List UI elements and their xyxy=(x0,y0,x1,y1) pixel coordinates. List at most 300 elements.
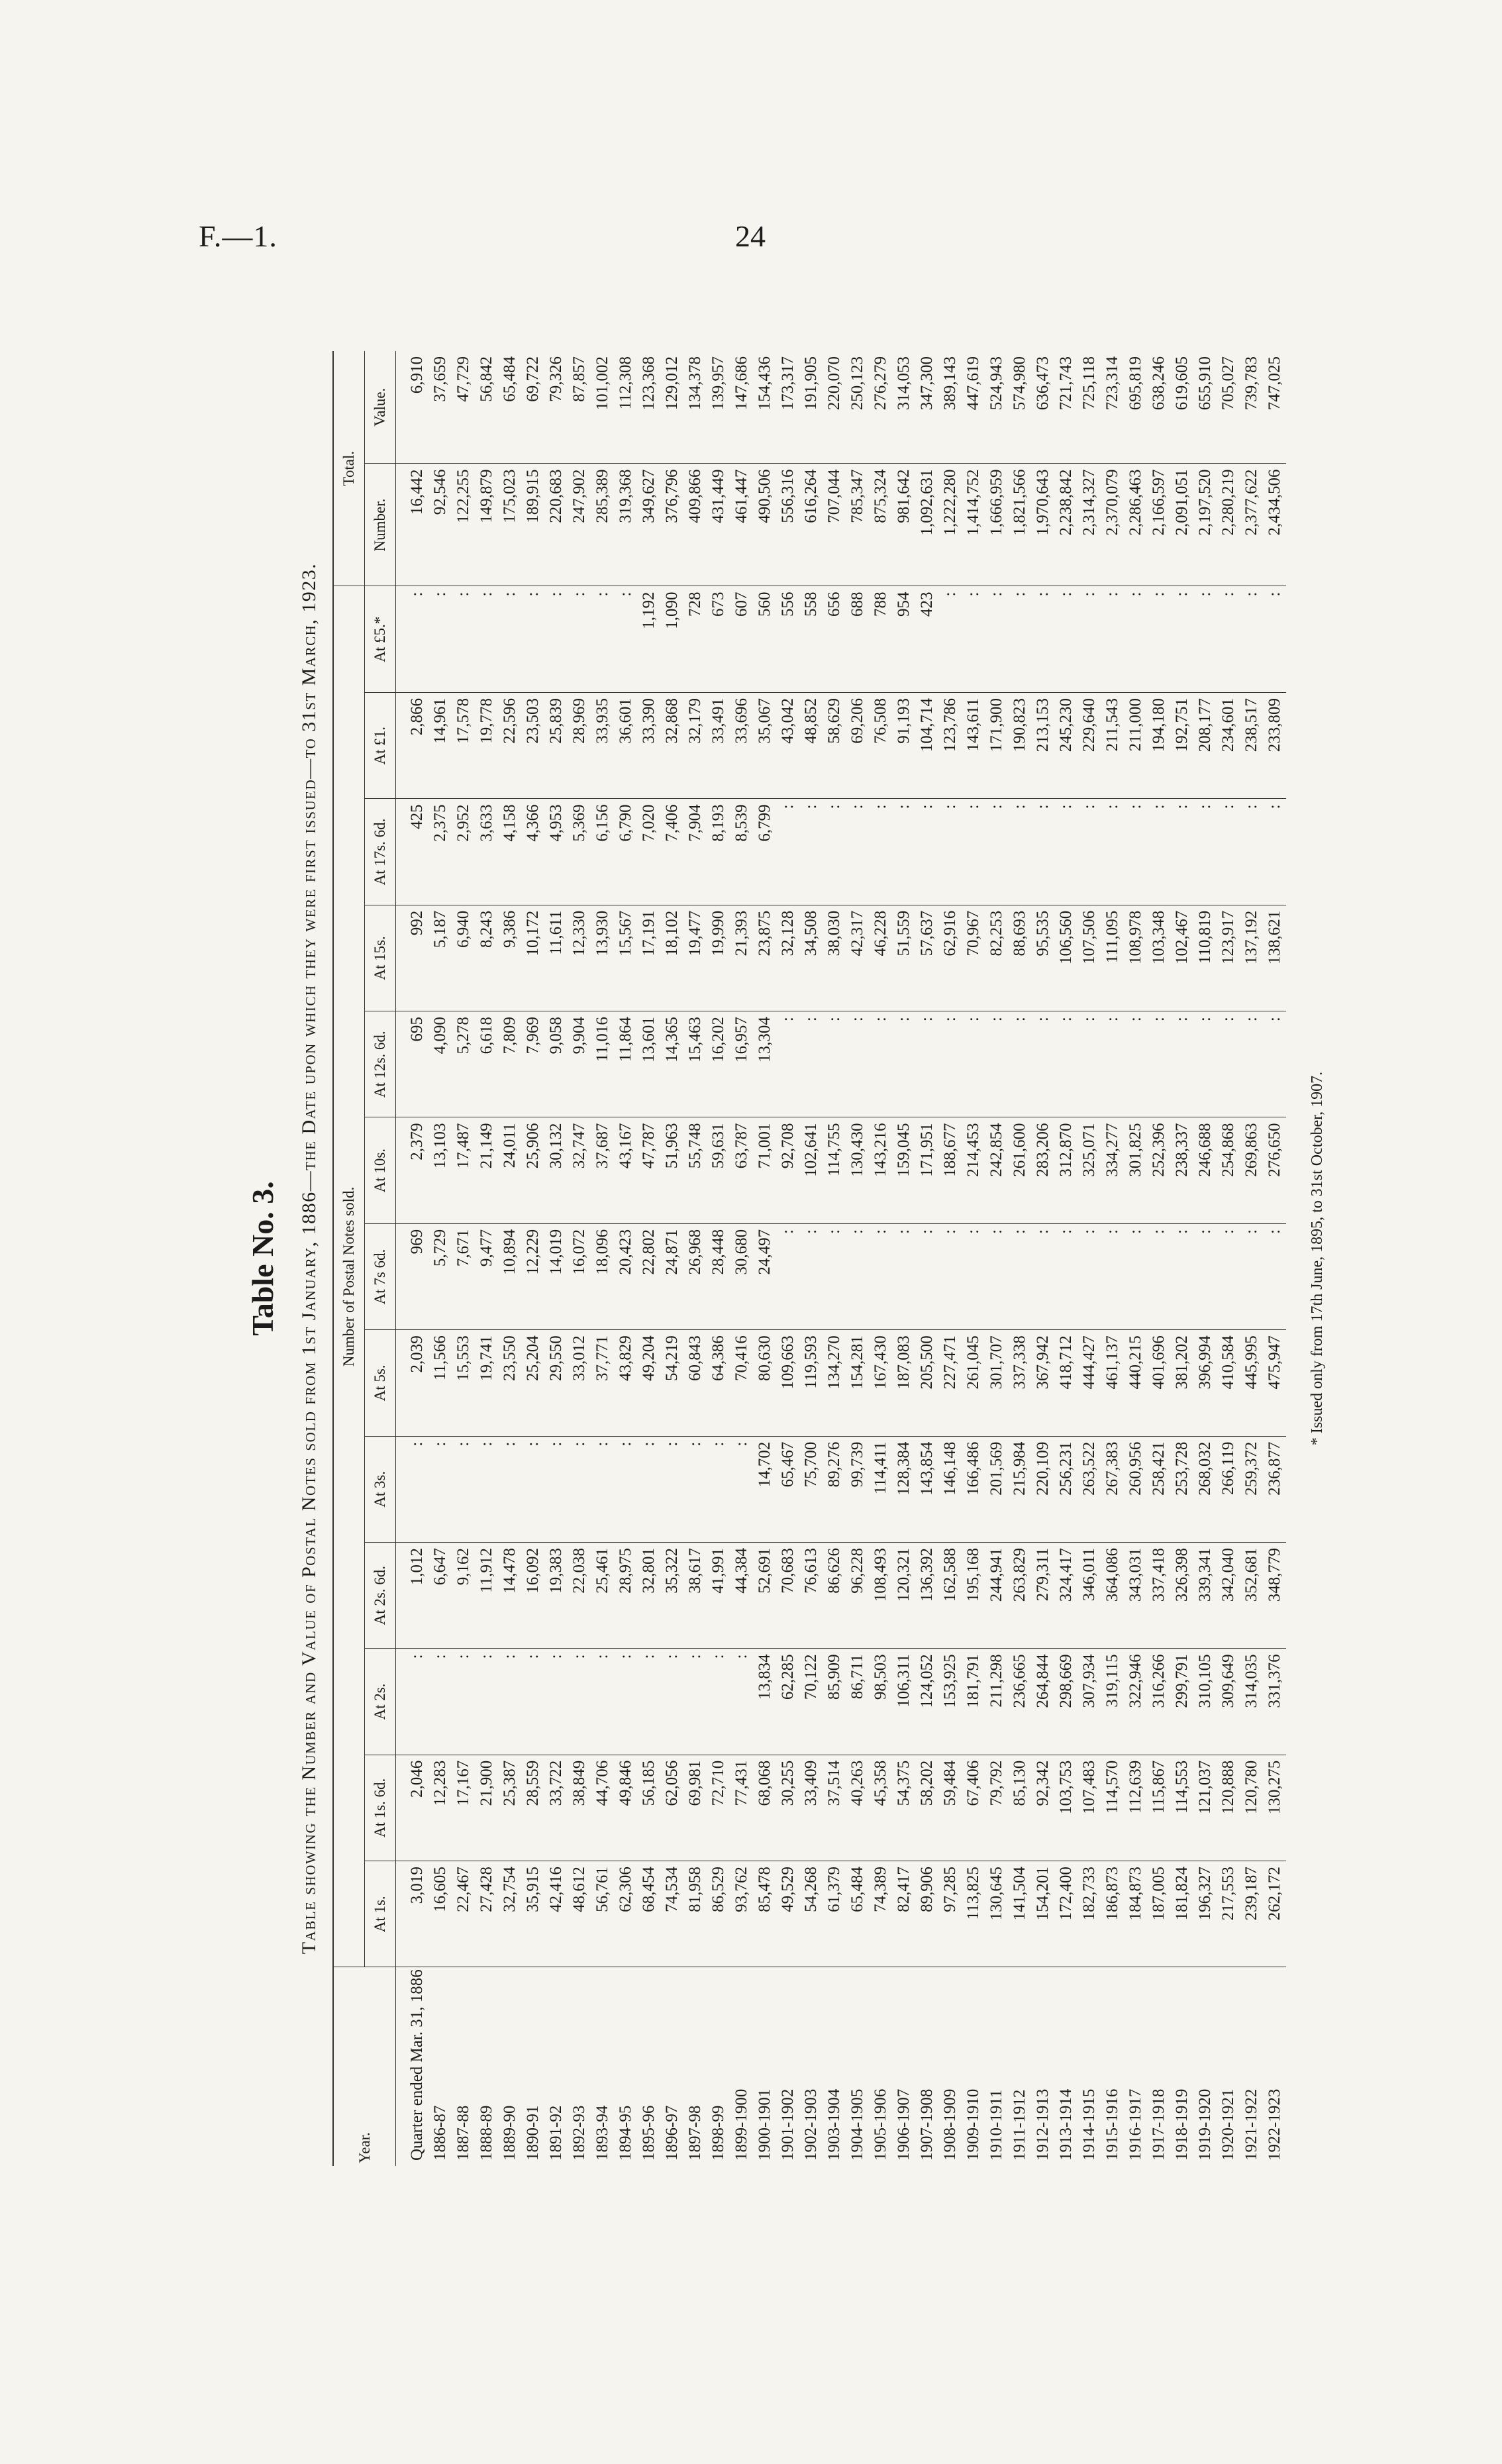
count-cell: 346,011 xyxy=(1077,1543,1101,1649)
count-cell: 556 xyxy=(776,586,799,693)
count-cell: 6,647 xyxy=(428,1543,452,1649)
year-cell: 1922-1923 xyxy=(1266,2088,1283,2161)
number-group-header: Number of Postal Notes sold. xyxy=(333,586,365,1967)
count-cell: : xyxy=(1170,1011,1193,1117)
column-header: At 15s. xyxy=(365,905,396,1011)
count-cell: 14,961 xyxy=(428,693,452,799)
count-cell: : xyxy=(614,1649,637,1755)
count-cell: : xyxy=(475,1649,498,1755)
count-cell: 56,185 xyxy=(637,1755,660,1861)
count-cell: 79,792 xyxy=(985,1755,1008,1861)
count-cell: : xyxy=(962,586,985,693)
table-row xyxy=(892,351,915,2166)
count-cell: : xyxy=(544,1436,568,1542)
count-cell: : xyxy=(962,1223,985,1329)
count-cell: : xyxy=(568,586,591,693)
count-cell: 21,149 xyxy=(475,1117,498,1223)
count-cell: 112,639 xyxy=(1124,1755,1147,1861)
count-cell: 97,285 xyxy=(938,1861,962,1967)
count-cell: 25,387 xyxy=(498,1755,521,1861)
count-cell: : xyxy=(962,799,985,905)
year-cell: 1905-1906 xyxy=(872,2088,889,2161)
count-cell: 103,348 xyxy=(1147,905,1170,1011)
count-cell: 115,867 xyxy=(1147,1755,1170,1861)
count-cell: 245,230 xyxy=(1054,693,1077,799)
count-cell: 322,946 xyxy=(1124,1649,1147,1755)
count-cell: 69,206 xyxy=(846,693,869,799)
count-cell: 114,411 xyxy=(869,1436,892,1542)
count-cell: 85,130 xyxy=(1008,1755,1031,1861)
count-cell: 2,046 xyxy=(396,1755,429,1861)
column-header: Number. xyxy=(365,464,396,586)
count-cell: 181,824 xyxy=(1170,1861,1193,1967)
count-cell: : xyxy=(846,1223,869,1329)
count-cell: 13,834 xyxy=(753,1649,776,1755)
count-cell: 16,605 xyxy=(428,1861,452,1967)
count-cell: 48,852 xyxy=(799,693,823,799)
count-cell: 28,969 xyxy=(568,693,591,799)
count-cell: : xyxy=(1077,1223,1101,1329)
count-cell: : xyxy=(637,1436,660,1542)
count-cell: 130,275 xyxy=(1263,1755,1286,1861)
count-cell: 211,298 xyxy=(985,1649,1008,1755)
count-cell: 10,172 xyxy=(521,905,544,1011)
count-cell: 32,754 xyxy=(498,1861,521,1967)
count-cell: 22,596 xyxy=(498,693,521,799)
table-row xyxy=(1170,351,1193,2166)
count-cell: 20,423 xyxy=(614,1223,637,1329)
count-cell: 5,278 xyxy=(452,1011,475,1117)
count-cell: 3,019 xyxy=(396,1861,429,1967)
total-cell: 37,659 xyxy=(428,351,452,464)
count-cell: 41,991 xyxy=(707,1543,730,1649)
count-cell: 6,156 xyxy=(591,799,614,905)
count-cell: 128,384 xyxy=(892,1436,915,1542)
count-cell: : xyxy=(591,1436,614,1542)
count-cell: : xyxy=(498,1436,521,1542)
column-header: At 17s. 6d. xyxy=(365,799,396,905)
count-cell: : xyxy=(869,1223,892,1329)
count-cell: 59,631 xyxy=(707,1117,730,1223)
count-cell: : xyxy=(1077,586,1101,693)
count-cell: 331,376 xyxy=(1263,1649,1286,1755)
total-cell: 747,025 xyxy=(1263,351,1286,464)
year-cell: Quarter ended Mar. 31, 1886 xyxy=(408,1969,426,2161)
year-header: Year. xyxy=(333,1967,396,2166)
column-header: At 7s 6d. xyxy=(365,1223,396,1329)
count-cell: 40,263 xyxy=(846,1755,869,1861)
count-cell: : xyxy=(1193,1223,1217,1329)
count-cell: 162,588 xyxy=(938,1543,962,1649)
count-cell: 5,729 xyxy=(428,1223,452,1329)
count-cell: 24,011 xyxy=(498,1117,521,1223)
year-cell: 1916-1917 xyxy=(1126,2088,1144,2161)
count-cell: : xyxy=(1077,799,1101,905)
count-cell: 244,941 xyxy=(985,1543,1008,1649)
count-cell: 114,553 xyxy=(1170,1755,1193,1861)
count-cell: : xyxy=(1008,1011,1031,1117)
total-cell: 247,902 xyxy=(568,464,591,586)
total-cell: 2,286,463 xyxy=(1124,464,1147,586)
count-cell: 12,229 xyxy=(521,1223,544,1329)
count-cell: : xyxy=(1124,1011,1147,1117)
count-cell: 23,550 xyxy=(498,1330,521,1436)
count-cell: 62,285 xyxy=(776,1649,799,1755)
count-cell: 33,409 xyxy=(799,1755,823,1861)
count-cell: 60,843 xyxy=(683,1330,707,1436)
total-cell: 739,783 xyxy=(1240,351,1263,464)
count-cell: 22,038 xyxy=(568,1543,591,1649)
year-cell: 1910-1911 xyxy=(987,2089,1005,2161)
total-cell: 2,197,520 xyxy=(1193,464,1217,586)
count-cell: 48,612 xyxy=(568,1861,591,1967)
total-cell: 556,316 xyxy=(776,464,799,586)
count-cell: 728 xyxy=(683,586,707,693)
count-cell: 77,431 xyxy=(730,1755,753,1861)
count-cell: 70,122 xyxy=(799,1649,823,1755)
count-cell: 89,276 xyxy=(823,1436,846,1542)
table-row xyxy=(846,351,869,2166)
count-cell: 215,984 xyxy=(1008,1436,1031,1542)
count-cell: 70,683 xyxy=(776,1543,799,1649)
count-cell: 98,503 xyxy=(869,1649,892,1755)
count-cell: 24,871 xyxy=(660,1223,683,1329)
count-cell: 49,846 xyxy=(614,1755,637,1861)
count-cell: 7,406 xyxy=(660,799,683,905)
count-cell: 172,400 xyxy=(1054,1861,1077,1967)
count-cell: 16,072 xyxy=(568,1223,591,1329)
count-cell: 159,045 xyxy=(892,1117,915,1223)
count-cell: : xyxy=(823,1223,846,1329)
count-cell: 86,529 xyxy=(707,1861,730,1967)
count-cell: 51,963 xyxy=(660,1117,683,1223)
year-cell: 1913-1914 xyxy=(1057,2088,1075,2161)
column-header: At £5.* xyxy=(365,586,396,693)
count-cell: 194,180 xyxy=(1147,693,1170,799)
count-cell: : xyxy=(938,1223,962,1329)
count-cell: 5,187 xyxy=(428,905,452,1011)
count-cell: 19,990 xyxy=(707,905,730,1011)
count-cell: 37,514 xyxy=(823,1755,846,1861)
count-cell: : xyxy=(1124,586,1147,693)
column-header: At 12s. 6d. xyxy=(365,1011,396,1117)
count-cell: 124,052 xyxy=(915,1649,938,1755)
count-cell: : xyxy=(938,586,962,693)
count-cell: 146,148 xyxy=(938,1436,962,1542)
total-cell: 191,905 xyxy=(799,351,823,464)
count-cell: : xyxy=(1193,1011,1217,1117)
count-cell: 49,529 xyxy=(776,1861,799,1967)
count-cell: 2,952 xyxy=(452,799,475,905)
count-cell: 12,283 xyxy=(428,1755,452,1861)
column-header: At 2s. xyxy=(365,1649,396,1755)
count-cell: 138,621 xyxy=(1263,905,1286,1011)
count-cell: 656 xyxy=(823,586,846,693)
count-cell: 58,629 xyxy=(823,693,846,799)
count-cell: : xyxy=(1077,1011,1101,1117)
total-cell: 154,436 xyxy=(753,351,776,464)
total-cell: 79,326 xyxy=(544,351,568,464)
count-cell: : xyxy=(660,1649,683,1755)
page-number: 24 xyxy=(735,219,766,253)
table-row xyxy=(1054,351,1077,2166)
count-cell: 33,722 xyxy=(544,1755,568,1861)
total-cell: 721,743 xyxy=(1054,351,1077,464)
table-row xyxy=(591,351,614,2166)
count-cell: 19,477 xyxy=(683,905,707,1011)
count-cell: 153,925 xyxy=(938,1649,962,1755)
count-cell: 18,096 xyxy=(591,1223,614,1329)
count-cell: : xyxy=(1240,799,1263,905)
count-cell: : xyxy=(614,1436,637,1542)
count-cell: 42,416 xyxy=(544,1861,568,1967)
count-cell: 301,825 xyxy=(1124,1117,1147,1223)
count-cell: 954 xyxy=(892,586,915,693)
count-cell: 38,849 xyxy=(568,1755,591,1861)
count-cell: 120,780 xyxy=(1240,1755,1263,1861)
count-cell: 316,266 xyxy=(1147,1649,1170,1755)
count-cell: 32,179 xyxy=(683,693,707,799)
count-cell: 5,369 xyxy=(568,799,591,905)
column-header: At 1s. 6d. xyxy=(365,1755,396,1861)
header-row-columns xyxy=(365,351,396,2166)
count-cell: 154,281 xyxy=(846,1330,869,1436)
count-cell: 3,633 xyxy=(475,799,498,905)
count-cell: 86,711 xyxy=(846,1649,869,1755)
count-cell: 6,790 xyxy=(614,799,637,905)
count-cell: 13,304 xyxy=(753,1011,776,1117)
year-cell: 1915-1916 xyxy=(1103,2088,1121,2161)
count-cell: 299,791 xyxy=(1170,1649,1193,1755)
count-cell: 1,192 xyxy=(637,586,660,693)
count-cell: : xyxy=(730,1436,753,1542)
postal-notes-table xyxy=(332,351,1286,2166)
table-row xyxy=(1124,351,1147,2166)
table-row xyxy=(396,351,429,2166)
count-cell: 67,406 xyxy=(962,1755,985,1861)
count-cell: 167,430 xyxy=(869,1330,892,1436)
total-cell: 175,023 xyxy=(498,464,521,586)
count-cell: : xyxy=(1054,1223,1077,1329)
table-row xyxy=(730,351,753,2166)
total-cell: 87,857 xyxy=(568,351,591,464)
count-cell: 16,092 xyxy=(521,1543,544,1649)
count-cell: 254,868 xyxy=(1217,1117,1240,1223)
count-cell: 253,728 xyxy=(1170,1436,1193,1542)
count-cell: : xyxy=(707,1436,730,1542)
count-cell: : xyxy=(1101,1223,1124,1329)
count-cell: 21,393 xyxy=(730,905,753,1011)
count-cell: 259,372 xyxy=(1240,1436,1263,1542)
count-cell: 121,037 xyxy=(1193,1755,1217,1861)
count-cell: 61,379 xyxy=(823,1861,846,1967)
count-cell: 440,215 xyxy=(1124,1330,1147,1436)
count-cell: 120,888 xyxy=(1217,1755,1240,1861)
count-cell: 35,322 xyxy=(660,1543,683,1649)
table-row xyxy=(568,351,591,2166)
count-cell: : xyxy=(985,799,1008,905)
count-cell: 46,228 xyxy=(869,905,892,1011)
total-cell: 276,279 xyxy=(869,351,892,464)
count-cell: 45,358 xyxy=(869,1755,892,1861)
count-cell: 309,649 xyxy=(1217,1649,1240,1755)
count-cell: 134,270 xyxy=(823,1330,846,1436)
count-cell: 143,216 xyxy=(869,1117,892,1223)
column-header: At 3s. xyxy=(365,1436,396,1542)
count-cell: 43,042 xyxy=(776,693,799,799)
count-cell: : xyxy=(707,1649,730,1755)
count-cell: 4,158 xyxy=(498,799,521,905)
table-row xyxy=(683,351,707,2166)
count-cell: 27,428 xyxy=(475,1861,498,1967)
total-cell: 875,324 xyxy=(869,464,892,586)
year-cell: 1909-1910 xyxy=(964,2088,982,2161)
count-cell: : xyxy=(1008,799,1031,905)
count-cell: : xyxy=(1101,586,1124,693)
count-cell: 339,341 xyxy=(1193,1543,1217,1649)
table-row xyxy=(938,351,962,2166)
total-cell: 69,722 xyxy=(521,351,544,464)
table-row xyxy=(498,351,521,2166)
count-cell: 213,153 xyxy=(1031,693,1054,799)
count-cell: 56,761 xyxy=(591,1861,614,1967)
total-cell: 92,546 xyxy=(428,464,452,586)
count-cell: : xyxy=(985,1223,1008,1329)
count-cell: 123,917 xyxy=(1217,905,1240,1011)
total-cell: 2,370,079 xyxy=(1101,464,1124,586)
count-cell: 205,500 xyxy=(915,1330,938,1436)
count-cell: 18,102 xyxy=(660,905,683,1011)
count-cell: 188,677 xyxy=(938,1117,962,1223)
total-cell: 2,166,597 xyxy=(1147,464,1170,586)
count-cell: : xyxy=(1193,586,1217,693)
count-cell: : xyxy=(498,1649,521,1755)
total-cell: 707,044 xyxy=(823,464,846,586)
year-cell: 1897-98 xyxy=(686,2105,704,2161)
count-cell: 76,508 xyxy=(869,693,892,799)
year-cell: 1911-1912 xyxy=(1011,2089,1028,2161)
total-cell: 220,070 xyxy=(823,351,846,464)
count-cell: 28,559 xyxy=(521,1755,544,1861)
count-cell: : xyxy=(1263,799,1286,905)
table-row xyxy=(776,351,799,2166)
table-row xyxy=(660,351,683,2166)
count-cell: : xyxy=(1031,586,1054,693)
count-cell: 43,829 xyxy=(614,1330,637,1436)
count-cell: : xyxy=(1031,799,1054,905)
total-cell: 16,442 xyxy=(396,464,429,586)
count-cell: 325,071 xyxy=(1077,1117,1101,1223)
total-cell: 705,027 xyxy=(1217,351,1240,464)
count-cell: 364,086 xyxy=(1101,1543,1124,1649)
total-cell: 1,970,643 xyxy=(1031,464,1054,586)
count-cell: 89,906 xyxy=(915,1861,938,1967)
count-cell: : xyxy=(1054,586,1077,693)
count-cell: 4,953 xyxy=(544,799,568,905)
count-cell: 13,601 xyxy=(637,1011,660,1117)
year-cell: 1896-97 xyxy=(663,2105,681,2161)
total-cell: 147,686 xyxy=(730,351,753,464)
count-cell: : xyxy=(962,1011,985,1117)
count-cell: 65,467 xyxy=(776,1436,799,1542)
count-cell: : xyxy=(799,799,823,905)
table-row xyxy=(475,351,498,2166)
table-row xyxy=(1147,351,1170,2166)
count-cell: 401,696 xyxy=(1147,1330,1170,1436)
total-cell: 2,434,506 xyxy=(1263,464,1286,586)
count-cell: 396,994 xyxy=(1193,1330,1217,1436)
count-cell: : xyxy=(869,799,892,905)
count-cell: 264,844 xyxy=(1031,1649,1054,1755)
year-cell: 1895-96 xyxy=(640,2105,658,2161)
count-cell: 13,103 xyxy=(428,1117,452,1223)
count-cell: 11,864 xyxy=(614,1011,637,1117)
count-cell: : xyxy=(1054,1011,1077,1117)
total-cell: 461,447 xyxy=(730,464,753,586)
count-cell: 130,645 xyxy=(985,1861,1008,1967)
count-cell: 227,471 xyxy=(938,1330,962,1436)
count-cell: 93,762 xyxy=(730,1861,753,1967)
total-cell: 447,619 xyxy=(962,351,985,464)
count-cell: 23,875 xyxy=(753,905,776,1011)
count-cell: 182,733 xyxy=(1077,1861,1101,1967)
total-cell: 785,347 xyxy=(846,464,869,586)
column-header: At 5s. xyxy=(365,1330,396,1436)
count-cell: 29,550 xyxy=(544,1330,568,1436)
count-cell: 992 xyxy=(396,905,429,1011)
year-cell: 1893-94 xyxy=(593,2105,611,2161)
total-cell: 349,627 xyxy=(637,464,660,586)
count-cell: : xyxy=(776,799,799,905)
total-cell: 636,473 xyxy=(1031,351,1054,464)
count-cell: 30,255 xyxy=(776,1755,799,1861)
count-cell: 54,219 xyxy=(660,1330,683,1436)
year-cell: 1919-1920 xyxy=(1196,2088,1214,2161)
total-cell: 655,910 xyxy=(1193,351,1217,464)
count-cell: : xyxy=(591,1649,614,1755)
year-cell: 1894-95 xyxy=(617,2105,634,2161)
count-cell: 2,039 xyxy=(396,1330,429,1436)
total-cell: 220,683 xyxy=(544,464,568,586)
count-cell: 123,786 xyxy=(938,693,962,799)
total-cell: 695,819 xyxy=(1124,351,1147,464)
count-cell: : xyxy=(1263,1223,1286,1329)
count-cell: 263,829 xyxy=(1008,1543,1031,1649)
count-cell: : xyxy=(1170,799,1193,905)
count-cell: 25,204 xyxy=(521,1330,544,1436)
count-cell: 195,168 xyxy=(962,1543,985,1649)
count-cell: 25,461 xyxy=(591,1543,614,1649)
count-cell: 154,201 xyxy=(1031,1861,1054,1967)
table-row xyxy=(1101,351,1124,2166)
table-row xyxy=(1263,351,1286,2166)
count-cell: 91,193 xyxy=(892,693,915,799)
count-cell: 51,559 xyxy=(892,905,915,1011)
count-cell: : xyxy=(1217,586,1240,693)
count-cell: 11,912 xyxy=(475,1543,498,1649)
year-cell: 1907-1908 xyxy=(918,2088,936,2161)
table-body xyxy=(396,351,1287,2166)
count-cell: 88,693 xyxy=(1008,905,1031,1011)
count-cell: 181,791 xyxy=(962,1649,985,1755)
count-cell: 184,873 xyxy=(1124,1861,1147,1967)
count-cell: 461,137 xyxy=(1101,1330,1124,1436)
count-cell: 2,375 xyxy=(428,799,452,905)
count-cell: : xyxy=(521,1649,544,1755)
total-cell: 1,092,631 xyxy=(915,464,938,586)
count-cell: : xyxy=(1031,1223,1054,1329)
count-cell: 81,958 xyxy=(683,1861,707,1967)
